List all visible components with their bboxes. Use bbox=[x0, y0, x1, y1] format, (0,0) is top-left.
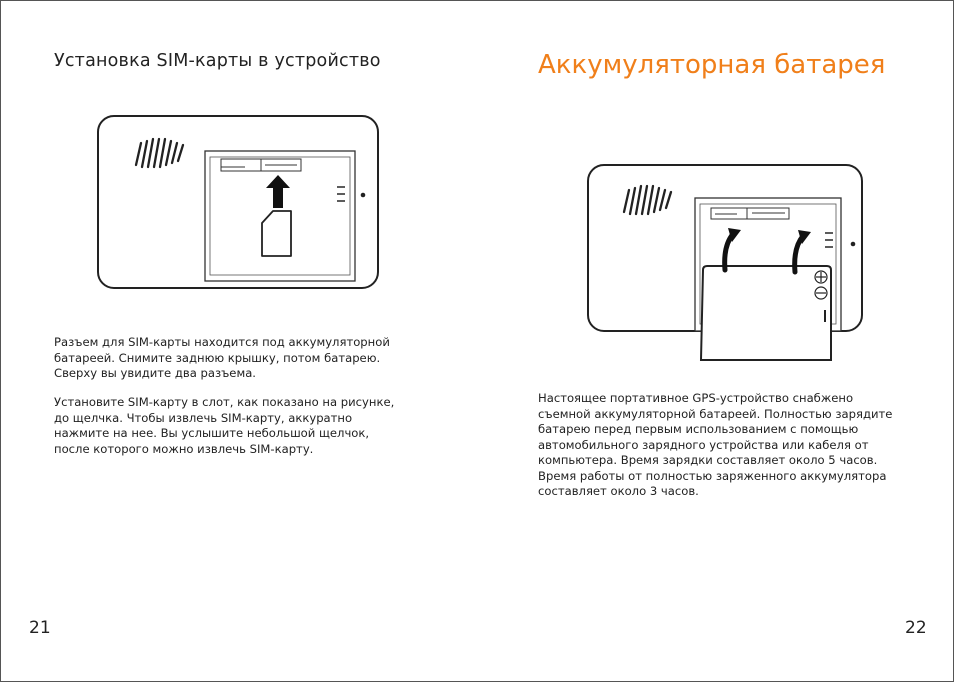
sim-slots bbox=[711, 208, 789, 219]
page-title-battery: Аккумуляторная батарея bbox=[538, 50, 886, 80]
minus-terminal-icon bbox=[815, 287, 827, 299]
battery-icon bbox=[701, 266, 831, 360]
led-dot-icon bbox=[361, 193, 366, 198]
battery-install-illustration bbox=[587, 164, 865, 361]
sim-install-illustration bbox=[97, 115, 381, 291]
page-title-sim: Установка SIM-карты в устройство bbox=[54, 51, 381, 71]
paragraph-sim-install: Установите SIM-карту в слот, как показано на рисунке, до щелчка. Чтобы извлечь SIM-карту, аккуратно нажмите на нее. Вы услышите небольшой щелчок, после которого можно извлечь SIM-карту. bbox=[54, 395, 395, 456]
paragraph-sim-location: Разъем для SIM-карты находится под аккумуляторной батареей. Снимите заднюю крышку, потом батарею. Сверху вы увидите два разъема. bbox=[54, 335, 390, 380]
led-dot-icon bbox=[851, 242, 856, 247]
paragraph-battery-info: Настоящее портативное GPS-устройство снабжено съемной аккумуляторной батареей. Полностью зарядите батарею перед первым использованием с помощью автомобильного зарядного устройства или кабеля от компьютера. Время зарядки составляет около 5 часов. Время работы от полностью заряженного аккумулятора составляет около 3 часов. bbox=[538, 391, 893, 498]
sim-card-icon bbox=[262, 211, 291, 256]
page-number-right: 22 bbox=[905, 618, 927, 638]
page-number-left: 21 bbox=[29, 618, 51, 638]
sim-slots bbox=[221, 159, 301, 171]
plus-terminal-icon bbox=[815, 271, 827, 283]
